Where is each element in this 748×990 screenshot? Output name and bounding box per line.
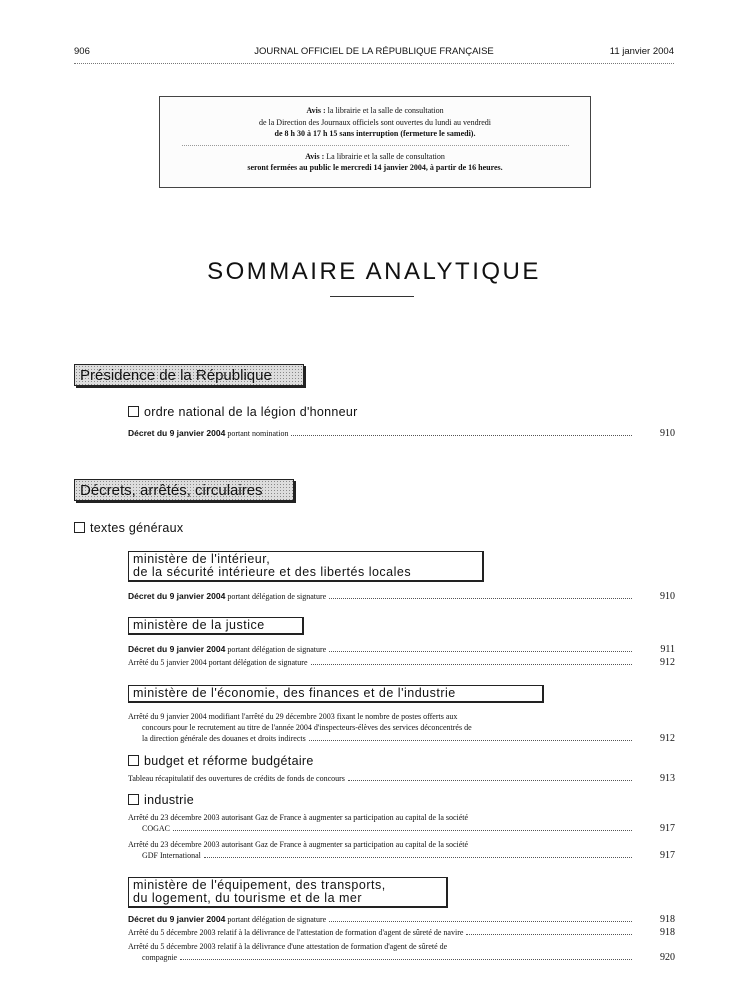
category-budget: budget et réforme budgétaire: [128, 754, 314, 768]
toc-entry[interactable]: Arrêté du 23 décembre 2003 autorisant Gaz de France à augmenter sa participation au capital de la société GDF International 917: [128, 840, 675, 861]
toc-entry[interactable]: Décret du 9 janvier 2004 portant délégation de signature 918: [128, 914, 675, 925]
page-ref: 918: [660, 927, 675, 938]
journal-title: JOURNAL OFFICIEL DE LA RÉPUBLIQUE FRANÇAISE: [254, 46, 494, 57]
page-number: 906: [74, 46, 90, 57]
section-header-presidence: Présidence de la République: [74, 364, 304, 386]
page-ref: 910: [660, 428, 675, 439]
page-ref: 910: [660, 591, 675, 602]
page-ref: 917: [660, 850, 675, 861]
issue-date: 11 janvier 2004: [609, 46, 674, 57]
notice-box: [159, 96, 591, 188]
ministry-box-economie: ministère de l'économie, des finances et de l'industrie: [128, 685, 544, 703]
checkbox-bullet-icon: [74, 522, 85, 533]
ministry-box-justice: ministère de la justice: [128, 617, 304, 635]
page-ref: 913: [660, 773, 675, 784]
ministry-box-equipement: ministère de l'équipement, des transports, du logement, du tourisme et de la mer: [128, 877, 448, 908]
toc-entry[interactable]: Décret du 9 janvier 2004 portant délégation de signature 910: [128, 591, 675, 602]
checkbox-bullet-icon: [128, 794, 139, 805]
notice-separator: [182, 145, 569, 146]
page-ref: 912: [660, 657, 675, 668]
category-industrie: industrie: [128, 793, 194, 807]
page-ref: 917: [660, 823, 675, 834]
toc-entry[interactable]: Arrêté du 5 décembre 2003 relatif à la délivrance de l'attestation de formation d'agent de sûreté de navire 918: [128, 927, 675, 938]
category-textes-generaux: textes généraux: [74, 521, 183, 535]
toc-entry[interactable]: Arrêté du 5 janvier 2004 portant délégation de signature 912: [128, 657, 675, 668]
page-ref: 912: [660, 733, 675, 744]
toc-entry[interactable]: Tableau récapitulatif des ouvertures de crédits de fonds de concours 913: [128, 773, 675, 784]
notice-paragraph-1: Avis : la librairie et la salle de consultation de la Direction des Journaux officiels sont ouvertes du lundi au vendredi de 8 h 30 à 17 h 15 sans interruption (fermeture le samedi).: [258, 106, 491, 138]
category-legion-honneur: ordre national de la légion d'honneur: [128, 405, 358, 419]
checkbox-bullet-icon: [128, 406, 139, 417]
toc-entry[interactable]: Décret du 9 janvier 2004 portant délégation de signature 911: [128, 644, 675, 655]
page-title: SOMMAIRE ANALYTIQUE: [207, 258, 541, 285]
toc-entry[interactable]: Arrêté du 9 janvier 2004 modifiant l'arrêté du 29 décembre 2003 fixant le nombre de postes offerts aux concours pour le recrutement au titre de l'année 2004 d'inspecteurs-élèves des services déconcentrés de la direction générale des douanes et droits indirects 912: [128, 712, 675, 744]
title-rule: [330, 296, 414, 297]
toc-entry[interactable]: Décret du 9 janvier 2004 portant nomination 910: [128, 428, 675, 439]
ministry-box-interieur: ministère de l'intérieur, de la sécurité intérieure et des libertés locales: [128, 551, 484, 582]
toc-entry[interactable]: Arrêté du 5 décembre 2003 relatif à la délivrance d'une attestation de formation d'agent de sûreté de compagnie 920: [128, 942, 675, 963]
page-ref: 911: [660, 644, 675, 655]
toc-entry[interactable]: Arrêté du 23 décembre 2003 autorisant Gaz de France à augmenter sa participation au capital de la société COGAC 917: [128, 813, 675, 834]
page-ref: 918: [660, 914, 675, 925]
section-header-decrets: Décrets, arrêtés, circulaires: [74, 479, 294, 501]
header-rule: [74, 63, 674, 64]
page-ref: 920: [660, 952, 675, 963]
running-header: [74, 46, 674, 62]
checkbox-bullet-icon: [128, 755, 139, 766]
notice-paragraph-2: Avis : La librairie et la salle de consultation seront fermées au public le mercredi 14 janvier 2004, à partir de 16 heures.: [247, 151, 503, 172]
